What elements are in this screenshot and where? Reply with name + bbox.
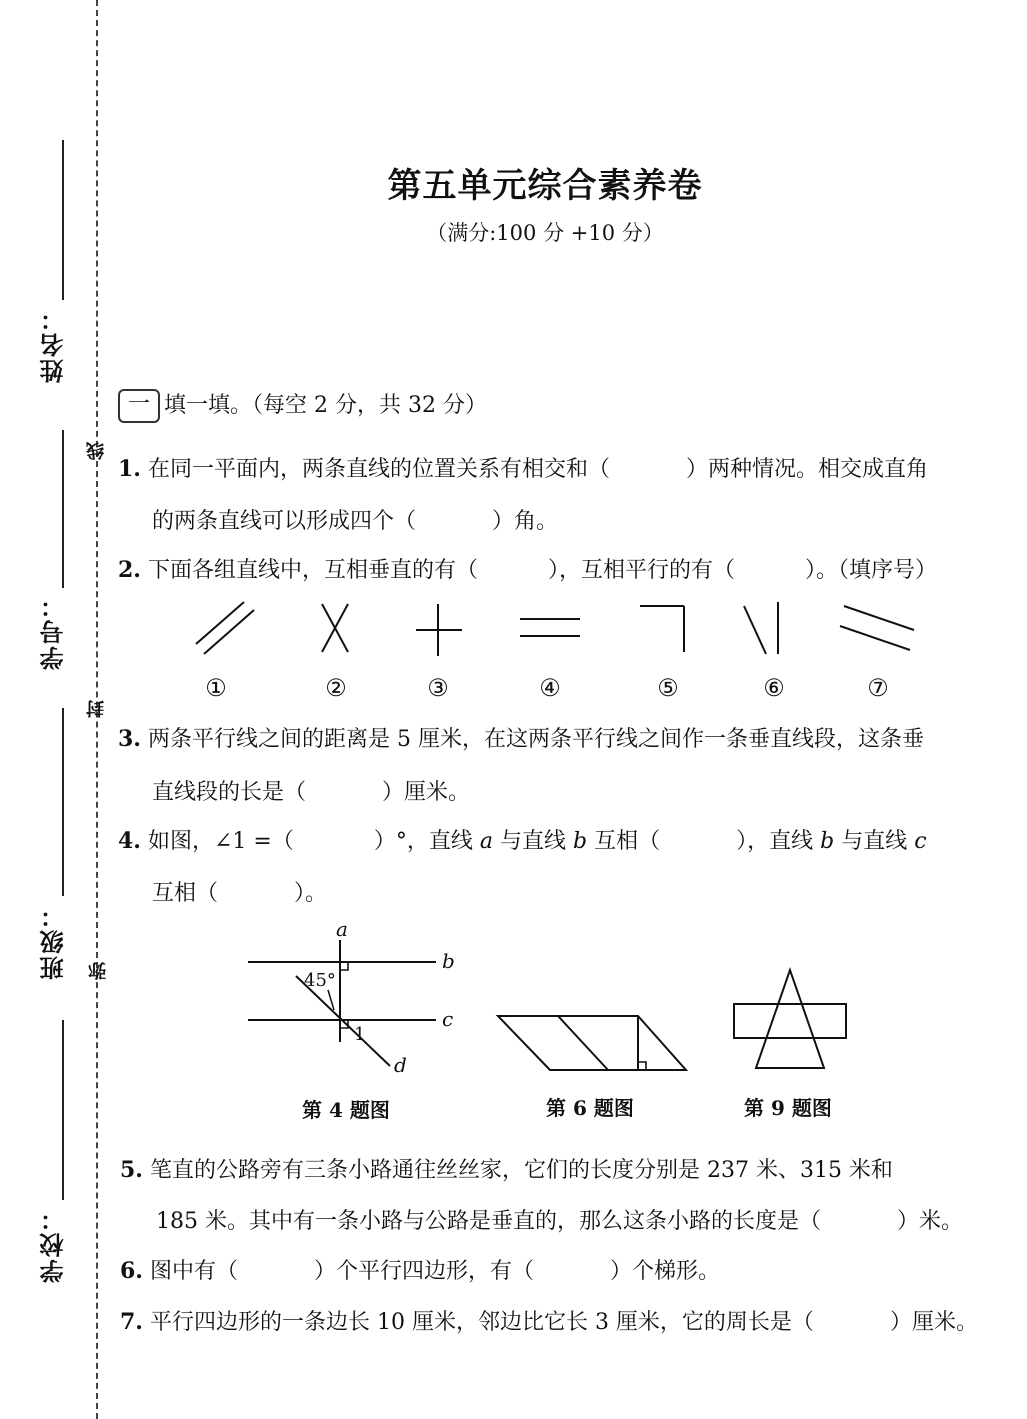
question-6: 6. 图中有（ ）个平行四边形，有（ ）个梯形。 (120, 1258, 721, 1284)
option-label-5: ⑤ (657, 674, 679, 702)
label-b: b (442, 949, 455, 973)
section-number: 一 (118, 389, 160, 423)
figure-4 (240, 918, 470, 1078)
question-1-line-2: 的两条直线可以形成四个（ ）角。 (152, 509, 559, 534)
section-header (118, 388, 487, 423)
label-c: c (442, 1007, 454, 1031)
figure-9-caption: 第 9 题图 (744, 1096, 832, 1120)
student-id-label: 学号： (39, 592, 68, 670)
label-d: d (394, 1053, 407, 1077)
triangle (756, 970, 824, 1068)
question-4-line-1: 4. 如图，∠1 =（ ）°，直线 a 与直线 b 互相（ ），直线 b 与直线 c (118, 828, 927, 854)
option-label-6: ⑥ (763, 674, 785, 702)
option-label-4: ④ (539, 674, 561, 702)
name-label: 姓名： (39, 305, 68, 383)
right-angle-mark (638, 1062, 646, 1070)
question-3-line-2: 直线段的长是（ ）厘米。 (152, 780, 471, 805)
question-1-line-1: 1. 在同一平面内，两条直线的位置关系有相交和（ ）两种情况。相交成直角 (118, 456, 928, 482)
question-number: 6. (120, 1258, 143, 1284)
question-number: 5. (120, 1157, 143, 1183)
fold-mark-xian: 线 (86, 442, 107, 460)
fold-mark-feng: 封 (86, 700, 107, 718)
school-write-line (62, 1020, 64, 1200)
figure-6-caption: 第 6 题图 (546, 1096, 634, 1120)
section-title: 填一填。（每空 2 分，共 32 分） (164, 393, 487, 418)
question-number: 4. (118, 828, 141, 854)
question-4-line-2: 互相（ ）。 (152, 881, 328, 906)
line-pair-1 (196, 602, 254, 654)
question-5-line-1: 5. 笔直的公路旁有三条小路通往丝丝家，它们的长度分别是 237 米、315 米和 (120, 1157, 893, 1183)
figure-4-caption: 第 4 题图 (302, 1098, 390, 1122)
option-label-7: ⑦ (867, 674, 889, 702)
question-5-line-2: 185 米。其中有一条小路与公路是垂直的，那么这条小路的长度是（ ）米。 (156, 1209, 964, 1234)
rectangle (734, 1004, 846, 1038)
school-label: 学校： (39, 1205, 68, 1283)
figure-6 (494, 1010, 694, 1076)
question-2: 2. 下面各组直线中，互相垂直的有（ ），互相平行的有（ ）。（填序号） (118, 557, 938, 583)
question-number: 3. (118, 726, 141, 752)
option-label-1: ① (205, 674, 227, 702)
question-7: 7. 平行四边形的一条边长 10 厘米，邻边比它长 3 厘米，它的周长是（ ）厘米。 (120, 1309, 978, 1335)
class-write-line (62, 708, 64, 896)
line-pair-7 (840, 606, 914, 650)
line-pair-5 (640, 606, 684, 652)
inner-slant-line (558, 1016, 608, 1070)
line-pair-6 (744, 602, 778, 654)
class-label: 班级： (39, 902, 68, 980)
question-number: 2. (118, 557, 141, 583)
student-id-write-line (62, 430, 64, 588)
line-pairs-figure (180, 596, 940, 706)
question-number: 7. (120, 1309, 143, 1335)
page-title: 第五单元综合素养卷 (387, 166, 703, 206)
angle-45-label: 45° (304, 970, 336, 991)
option-label-2: ② (325, 674, 347, 702)
question-3-line-1: 3. 两条平行线之间的距离是 5 厘米，在这两条平行线之间作一条垂直线段，这条垂 (118, 726, 924, 752)
angle-1-label: 1 (354, 1024, 366, 1045)
line-pair-2 (322, 604, 348, 652)
fold-mark-mi: 弥 (88, 962, 109, 980)
line-pair-4 (520, 619, 580, 636)
right-angle-mark (340, 962, 348, 970)
parallelogram-outline (498, 1016, 686, 1070)
label-a: a (336, 918, 348, 941)
full-score-note: （满分:100 分 +10 分） (426, 221, 664, 245)
figure-9 (728, 964, 852, 1074)
option-label-3: ③ (427, 674, 449, 702)
question-number: 1. (118, 456, 141, 482)
line-pair-3 (416, 604, 462, 656)
